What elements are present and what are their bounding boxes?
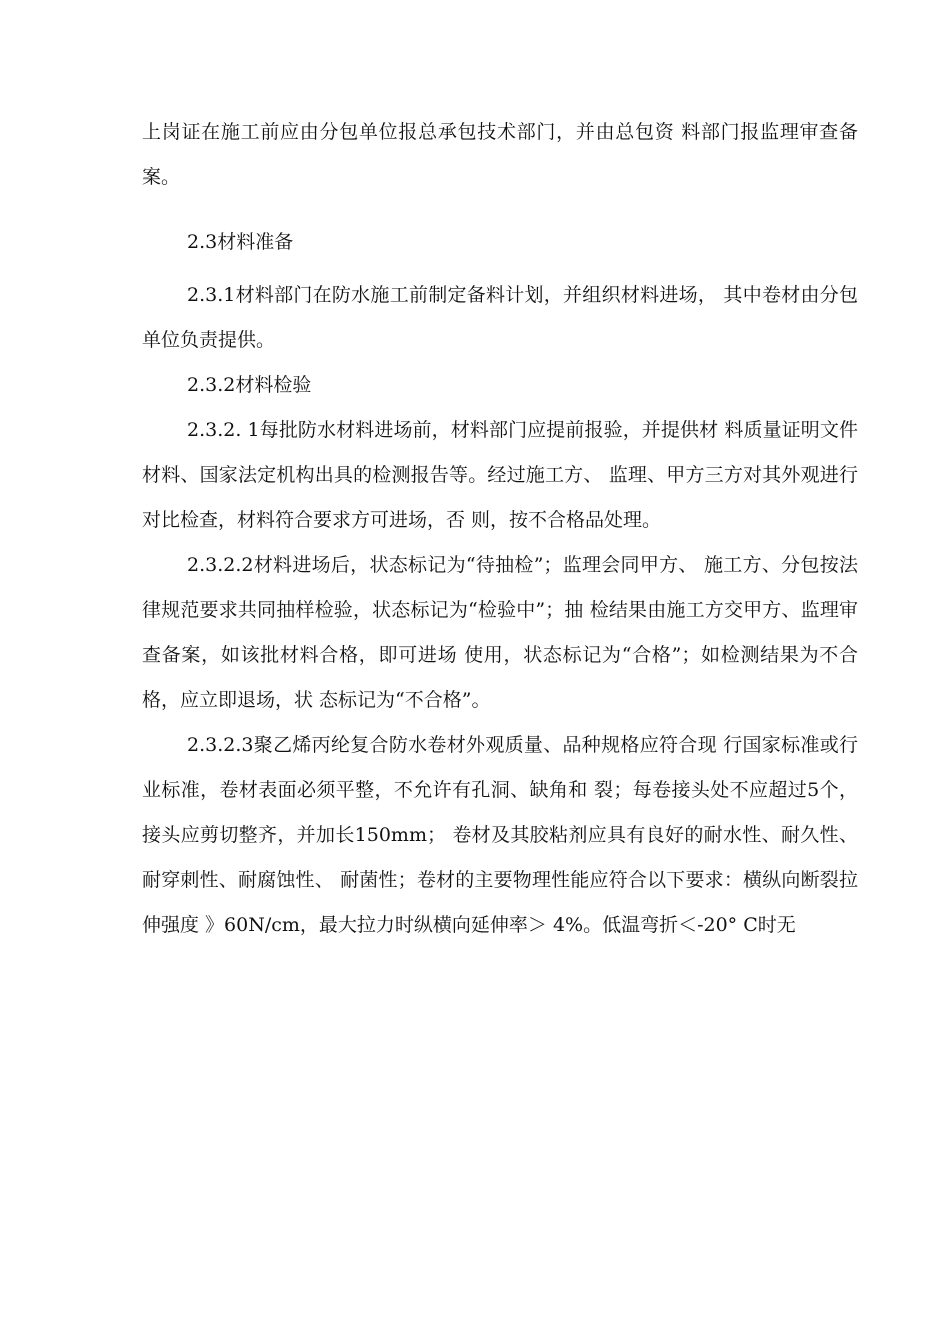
paragraph-2-3-2-3: 2.3.2.3聚乙烯丙纶复合防水卷材外观质量、品种规格应符合现 行国家标准或行业标准，卷材表面必须平整，不允许有孔洞、缺角和 裂；每卷接头处不应超过5个，接头应剪切整齐，并加长150mm； 卷材及其胶粘剂应具有良好的耐水性、耐久性、耐穿刺性、耐腐蚀性、 耐菌性；卷材的主要物理性能应符合以下要求：横纵向断裂拉伸强度 》60N/cm，最大拉力时纵横向延伸率＞ 4%。低温弯折＜-20° C时无 [142,734,858,936]
document-body [142,110,858,948]
section-heading-2-3-2: 2.3.2材料检验 [187,374,312,396]
paragraph-2-3-1: 2.3.1材料部门在防水施工前制定备料计划，并组织材料进场， 其中卷材由分包单位负责提供。 [142,284,858,351]
paragraph-2-3-2-2: 2.3.2.2材料进场后，状态标记为“待抽检”；监理会同甲方、 施工方、分包按法律规范要求共同抽样检验，状态标记为“检验中”；抽 检结果由施工方交甲方、监理审查备案，如该批材料合格，即可进场 使用，状态标记为“合格”；如检测结果为不合格，应立即退场，状 态标记为“不合格”。 [142,554,858,711]
paragraph-continuation: 上岗证在施工前应由分包单位报总承包技术部门，并由总包资 料部门报监理审查备案。 [142,121,858,188]
paragraph-2-3-2-1: 2.3.2. 1每批防水材料进场前，材料部门应提前报验，并提供材 料质量证明文件材料、国家法定机构出具的检测报告等。经过施工方、 监理、甲方三方对其外观进行对比检查，材料符合要求方可进场，否 则，按不合格品处理。 [142,419,858,531]
section-heading-2-3: 2.3材料准备 [187,231,294,253]
